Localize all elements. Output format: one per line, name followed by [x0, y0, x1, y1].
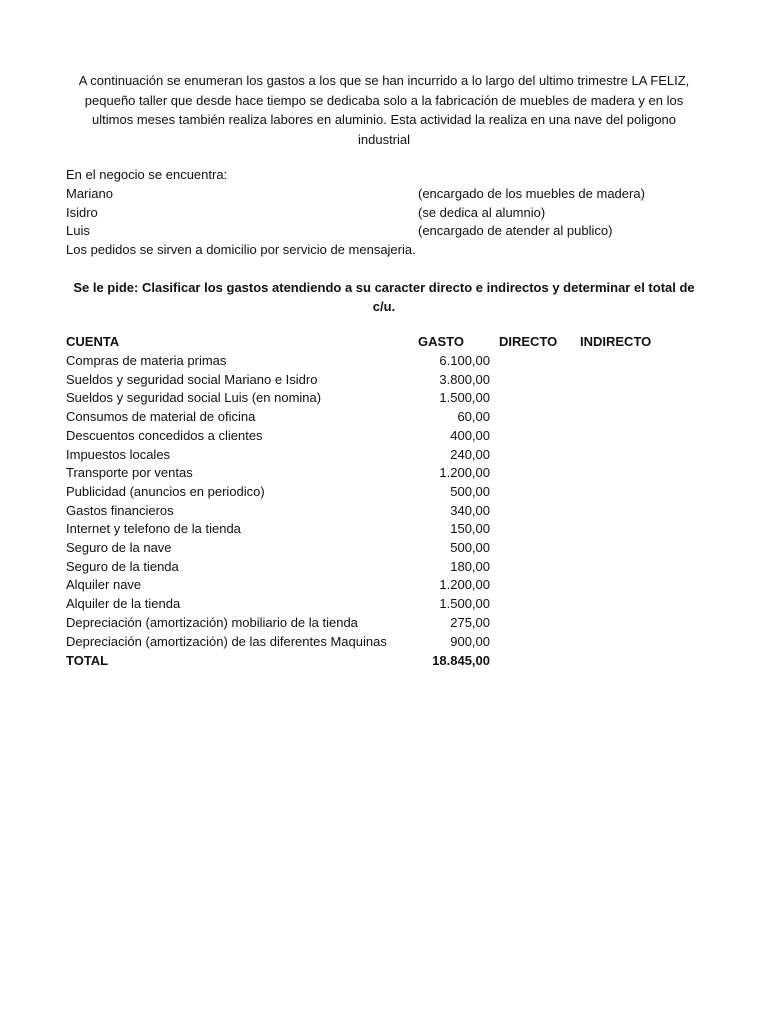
table-row	[0, 614, 768, 633]
row-cuenta: Sueldos y seguridad social Luis (en nomina)	[66, 390, 322, 406]
row-gasto: 1.200,00	[439, 465, 490, 481]
negocio-heading: En el negocio se encuentra:	[66, 167, 228, 182]
table-row	[0, 539, 768, 558]
row-cuenta: Compras de materia primas	[66, 353, 227, 368]
row-gasto: 340,00	[450, 502, 490, 518]
table-row	[0, 408, 768, 427]
row-cuenta: Alquiler nave	[66, 577, 142, 593]
row-cuenta: Descuentos concedidos a clientes	[66, 427, 263, 443]
row-cuenta: Seguro de la tienda	[66, 558, 179, 574]
row-cuenta: Alquiler de la tienda	[66, 596, 181, 612]
table-row	[0, 595, 768, 614]
row-cuenta: Impuestos locales	[66, 446, 171, 462]
total-gasto: 18.845,00	[432, 652, 490, 668]
table-row	[0, 427, 768, 446]
person-name-isidro: Isidro	[66, 205, 98, 220]
header-indirecto: INDIRECTO	[580, 334, 652, 349]
row-gasto: 500,00	[450, 483, 490, 499]
row-cuenta: Gastos financieros	[66, 502, 174, 518]
person-name-luis: Luis	[66, 223, 90, 238]
row-gasto: 400,00	[450, 427, 490, 443]
row-gasto: 240,00	[450, 446, 490, 462]
row-gasto: 1.200,00	[439, 577, 490, 593]
row-cuenta: Seguro de la nave	[66, 540, 172, 555]
row-gasto: 1.500,00	[439, 390, 490, 406]
row-gasto: 6.100,00	[439, 353, 490, 368]
table-row	[0, 502, 768, 521]
row-gasto: 500,00	[450, 540, 490, 555]
person-role-luis: (encargado de atender al publico)	[418, 223, 613, 238]
row-gasto: 180,00	[450, 558, 490, 574]
header-gasto: GASTO	[418, 334, 464, 349]
table-row	[0, 558, 768, 577]
row-cuenta: Depreciación (amortización) de las diferentes Maquinas	[66, 633, 387, 649]
table-row	[0, 633, 768, 652]
person-role-mariano: (encargado de los muebles de madera)	[418, 186, 645, 201]
intro-paragraph: A continuación se enumeran los gastos a los que se han incurrido a lo largo del ultimo trimestre LA FELIZ, pequeño taller que desde hace tiempo se dedicaba solo a la fabricación de muebles de madera y en los ultimos meses también realiza labores en aluminio. Esta actividad la realiza en una nave del poligono industrial	[78, 73, 690, 147]
delivery-note: Los pedidos se sirven a domicilio por servicio de mensajeria.	[66, 242, 416, 257]
table-row	[0, 446, 768, 465]
table-row	[0, 483, 768, 502]
row-gasto: 60,00	[457, 409, 490, 425]
row-cuenta: Depreciación (amortización) mobiliario de la tienda	[66, 614, 358, 630]
header-cuenta: CUENTA	[66, 334, 120, 349]
total-label: TOTAL	[66, 652, 109, 668]
table-row	[0, 520, 768, 539]
row-cuenta: Internet y telefono de la tienda	[66, 521, 241, 537]
total-row	[0, 652, 768, 671]
row-cuenta: Transporte por ventas	[66, 465, 193, 481]
task-prompt: Se le pide: Clasificar los gastos atendiendo a su caracter directo e indirectos y determinar el total de c/u.	[73, 280, 695, 314]
table-row	[0, 389, 768, 408]
row-cuenta: Publicidad (anuncios en periodico)	[66, 483, 265, 499]
row-cuenta: Sueldos y seguridad social Mariano e Isidro	[66, 371, 318, 387]
table-row	[0, 576, 768, 595]
header-directo: DIRECTO	[499, 334, 558, 349]
person-name-mariano: Mariano	[66, 186, 113, 201]
table-row	[0, 464, 768, 483]
row-gasto: 1.500,00	[439, 596, 490, 612]
table-row	[0, 371, 768, 390]
row-gasto: 900,00	[450, 633, 490, 649]
row-cuenta: Consumos de material de oficina	[66, 409, 256, 425]
person-role-isidro: (se dedica al alumnio)	[418, 205, 546, 220]
table-row	[0, 352, 768, 371]
row-gasto: 3.800,00	[439, 371, 490, 387]
row-gasto: 275,00	[450, 614, 490, 630]
row-gasto: 150,00	[450, 521, 490, 537]
